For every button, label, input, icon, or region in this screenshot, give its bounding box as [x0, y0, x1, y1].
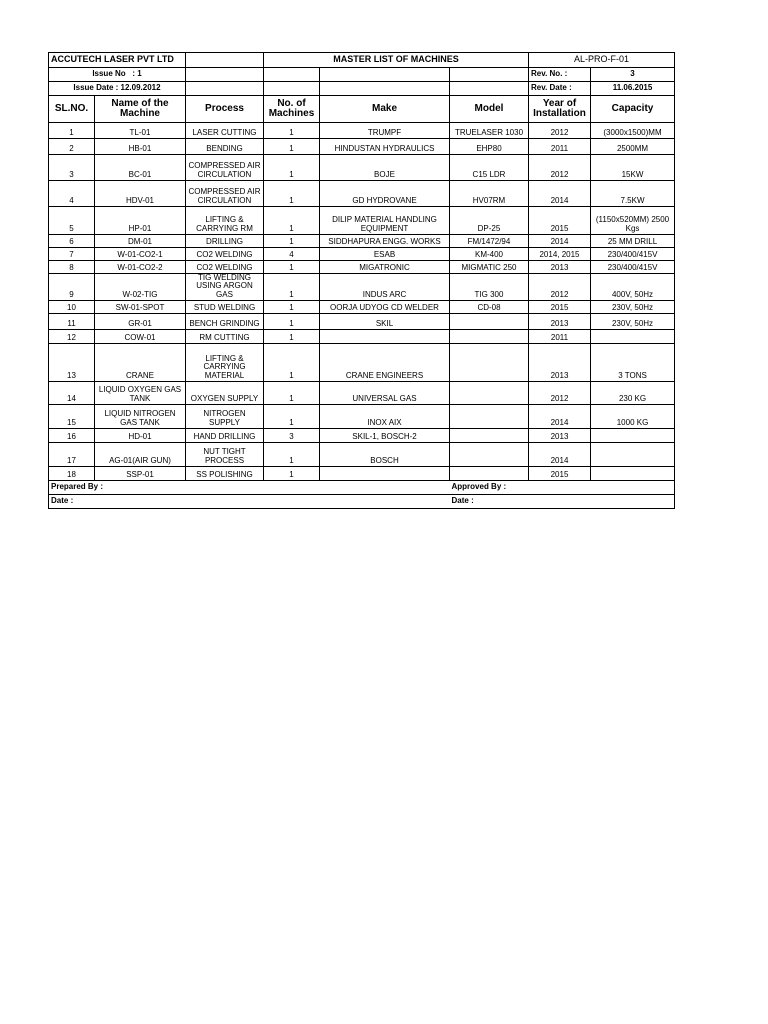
cell-make: ESAB	[320, 248, 450, 261]
cell-machine-name: CRANE	[95, 344, 186, 382]
col-no-of-machines: No. of Machines	[264, 96, 320, 123]
table-row	[49, 235, 675, 248]
col-process: Process	[186, 96, 264, 123]
table-row	[49, 123, 675, 139]
cell-year: 2015	[529, 301, 591, 314]
cell-make: UNIVERSAL GAS	[320, 382, 450, 405]
cell-model: KM-400	[450, 248, 529, 261]
cell-make: SKIL-1, BOSCH-2	[320, 429, 450, 443]
cell-year: 2013	[529, 344, 591, 382]
cell-machine-count: 1	[264, 139, 320, 155]
cell-make	[320, 467, 450, 481]
cell-model: DP-25	[450, 207, 529, 235]
col-sl-no: SL.NO.	[49, 96, 95, 123]
table-row	[49, 274, 675, 301]
cell-machine-count: 1	[264, 314, 320, 330]
cell-year: 2011	[529, 139, 591, 155]
cell-sl-no: 8	[49, 261, 95, 274]
rev-no-label: Rev. No. :	[529, 68, 591, 82]
cell-model: MIGMATIC 250	[450, 261, 529, 274]
cell-capacity: 7.5KW	[591, 181, 675, 207]
rev-date-value: 11.06.2015	[591, 82, 675, 96]
cell-machine-name: COW-01	[95, 330, 186, 344]
cell-machine-count: 1	[264, 274, 320, 301]
cell-process: NITROGEN SUPPLY	[186, 405, 264, 429]
cell-machine-name: AG-01(AIR GUN)	[95, 443, 186, 467]
col-name: Name of the Machine	[95, 96, 186, 123]
cell-sl-no: 11	[49, 314, 95, 330]
cell-make: HINDUSTAN HYDRAULICS	[320, 139, 450, 155]
document-code: AL-PRO-F-01	[529, 53, 675, 68]
cell-sl-no: 5	[49, 207, 95, 235]
cell-machine-count: 1	[264, 443, 320, 467]
issue-no: Issue No : 1	[49, 68, 186, 82]
cell-process: LIFTING & CARRYING MATERIAL	[186, 344, 264, 382]
cell-capacity: 230V, 50Hz	[591, 301, 675, 314]
cell-year: 2014	[529, 235, 591, 248]
cell-capacity	[591, 429, 675, 443]
cell-make: MIGATRONIC	[320, 261, 450, 274]
cell-capacity: 230/400/415V	[591, 248, 675, 261]
cell-process: NUT TIGHT PROCESS	[186, 443, 264, 467]
table-row	[49, 314, 675, 330]
cell-machine-count: 1	[264, 330, 320, 344]
cell-machine-count: 1	[264, 382, 320, 405]
cell-model: TIG 300	[450, 274, 529, 301]
cell-capacity	[591, 467, 675, 481]
cell-machine-name: DM-01	[95, 235, 186, 248]
cell-make: OORJA UDYOG CD WELDER	[320, 301, 450, 314]
cell-sl-no: 3	[49, 155, 95, 181]
cell-process: BENCH GRINDING	[186, 314, 264, 330]
cell-capacity: 25 MM DRILL	[591, 235, 675, 248]
cell-machine-name: HP-01	[95, 207, 186, 235]
issue-date: Issue Date : 12.09.2012	[49, 82, 186, 96]
machine-rows	[49, 123, 675, 481]
cell-year: 2014, 2015	[529, 248, 591, 261]
cell-sl-no: 4	[49, 181, 95, 207]
cell-model	[450, 314, 529, 330]
cell-machine-name: GR-01	[95, 314, 186, 330]
cell-process: HAND DRILLING	[186, 429, 264, 443]
cell-machine-count: 1	[264, 467, 320, 481]
cell-make: BOSCH	[320, 443, 450, 467]
cell-year: 2012	[529, 123, 591, 139]
cell-process: STUD WELDING	[186, 301, 264, 314]
cell-capacity	[591, 443, 675, 467]
cell-capacity: 230/400/415V	[591, 261, 675, 274]
cell-model	[450, 405, 529, 429]
cell-machine-count: 1	[264, 261, 320, 274]
cell-year: 2014	[529, 405, 591, 429]
cell-sl-no: 17	[49, 443, 95, 467]
cell-machine-name: W-01-CO2-2	[95, 261, 186, 274]
table-row	[49, 155, 675, 181]
table-row	[49, 330, 675, 344]
table-row	[49, 429, 675, 443]
cell-year: 2014	[529, 443, 591, 467]
cell-make: BOJE	[320, 155, 450, 181]
cell-model: HV07RM	[450, 181, 529, 207]
table-row	[49, 382, 675, 405]
cell-machine-count: 1	[264, 123, 320, 139]
cell-model	[450, 344, 529, 382]
cell-capacity: 400V, 50Hz	[591, 274, 675, 301]
cell-capacity: (1150x520MM) 2500 Kgs	[591, 207, 675, 235]
cell-machine-name: HD-01	[95, 429, 186, 443]
cell-sl-no: 18	[49, 467, 95, 481]
cell-machine-name: TL-01	[95, 123, 186, 139]
cell-year: 2012	[529, 155, 591, 181]
cell-machine-name: W-01-CO2-1	[95, 248, 186, 261]
cell-machine-name: LIQUID NITROGEN GAS TANK	[95, 405, 186, 429]
table-row	[49, 261, 675, 274]
cell-process: CO2 WELDING	[186, 248, 264, 261]
cell-process: LIFTING & CARRYING RM	[186, 207, 264, 235]
cell-sl-no: 1	[49, 123, 95, 139]
table-row	[49, 405, 675, 429]
cell-make: INOX AIX	[320, 405, 450, 429]
table-row	[49, 301, 675, 314]
company-name: ACCUTECH LASER PVT LTD	[49, 53, 186, 68]
date-left: Date :	[49, 495, 450, 509]
table-row	[49, 344, 675, 382]
cell-year: 2011	[529, 330, 591, 344]
cell-year: 2012	[529, 274, 591, 301]
cell-year: 2014	[529, 181, 591, 207]
cell-make: SIDDHAPURA ENGG. WORKS	[320, 235, 450, 248]
cell-process: TIG WELDING USING ARGON GAS	[186, 274, 264, 301]
cell-model: C15 LDR	[450, 155, 529, 181]
cell-model	[450, 429, 529, 443]
cell-model	[450, 443, 529, 467]
cell-sl-no: 15	[49, 405, 95, 429]
col-year: Year of Installation	[529, 96, 591, 123]
table-row	[49, 207, 675, 235]
table-row	[49, 248, 675, 261]
cell-capacity: (3000x1500)MM	[591, 123, 675, 139]
cell-capacity: 1000 KG	[591, 405, 675, 429]
machine-master-table	[48, 52, 675, 509]
cell-model: CD-08	[450, 301, 529, 314]
cell-make: DILIP MATERIAL HANDLING EQUIPMENT	[320, 207, 450, 235]
cell-sl-no: 2	[49, 139, 95, 155]
cell-sl-no: 14	[49, 382, 95, 405]
cell-process: COMPRESSED AIR CIRCULATION	[186, 181, 264, 207]
cell-make: TRUMPF	[320, 123, 450, 139]
cell-sl-no: 12	[49, 330, 95, 344]
cell-year: 2013	[529, 429, 591, 443]
cell-process: LASER CUTTING	[186, 123, 264, 139]
cell-capacity: 230V, 50Hz	[591, 314, 675, 330]
cell-machine-count: 1	[264, 235, 320, 248]
cell-capacity	[591, 330, 675, 344]
cell-year: 2015	[529, 207, 591, 235]
rev-date-label: Rev. Date :	[529, 82, 591, 96]
cell-machine-name: HB-01	[95, 139, 186, 155]
cell-year: 2015	[529, 467, 591, 481]
cell-sl-no: 9	[49, 274, 95, 301]
approved-by: Approved By :	[450, 481, 675, 495]
cell-process: RM CUTTING	[186, 330, 264, 344]
cell-capacity: 2500MM	[591, 139, 675, 155]
table-row	[49, 139, 675, 155]
cell-process: COMPRESSED AIR CIRCULATION	[186, 155, 264, 181]
cell-make: CRANE ENGINEERS	[320, 344, 450, 382]
cell-machine-count: 1	[264, 405, 320, 429]
cell-sl-no: 6	[49, 235, 95, 248]
cell-model: FM/1472/94	[450, 235, 529, 248]
cell-machine-count: 3	[264, 429, 320, 443]
cell-model: TRUELASER 1030	[450, 123, 529, 139]
table-row	[49, 181, 675, 207]
cell-machine-count: 1	[264, 344, 320, 382]
cell-machine-count: 1	[264, 181, 320, 207]
cell-machine-name: BC-01	[95, 155, 186, 181]
document-title: MASTER LIST OF MACHINES	[264, 53, 529, 68]
column-header-row	[49, 96, 675, 123]
cell-model	[450, 330, 529, 344]
cell-machine-name: LIQUID OXYGEN GAS TANK	[95, 382, 186, 405]
cell-year: 2012	[529, 382, 591, 405]
cell-make: GD HYDROVANE	[320, 181, 450, 207]
cell-sl-no: 10	[49, 301, 95, 314]
table-row	[49, 467, 675, 481]
cell-machine-count: 1	[264, 155, 320, 181]
cell-process: SS POLISHING	[186, 467, 264, 481]
cell-year: 2013	[529, 261, 591, 274]
prepared-by: Prepared By :	[49, 481, 450, 495]
cell-machine-name: HDV-01	[95, 181, 186, 207]
cell-machine-name: SW-01-SPOT	[95, 301, 186, 314]
cell-sl-no: 7	[49, 248, 95, 261]
cell-machine-count: 4	[264, 248, 320, 261]
cell-make	[320, 330, 450, 344]
cell-process: BENDING	[186, 139, 264, 155]
col-make: Make	[320, 96, 450, 123]
date-right: Date :	[450, 495, 675, 509]
cell-model: EHP80	[450, 139, 529, 155]
cell-sl-no: 13	[49, 344, 95, 382]
cell-process: CO2 WELDING	[186, 261, 264, 274]
cell-machine-name: W-02-TIG	[95, 274, 186, 301]
cell-process: DRILLING	[186, 235, 264, 248]
rev-no-value: 3	[591, 68, 675, 82]
col-capacity: Capacity	[591, 96, 675, 123]
cell-make: SKIL	[320, 314, 450, 330]
cell-capacity: 230 KG	[591, 382, 675, 405]
cell-machine-count: 1	[264, 301, 320, 314]
cell-machine-count: 1	[264, 207, 320, 235]
cell-make: INDUS ARC	[320, 274, 450, 301]
cell-process: OXYGEN SUPPLY	[186, 382, 264, 405]
cell-model	[450, 382, 529, 405]
col-model: Model	[450, 96, 529, 123]
cell-machine-name: SSP-01	[95, 467, 186, 481]
cell-year: 2013	[529, 314, 591, 330]
table-row	[49, 443, 675, 467]
cell-capacity: 3 TONS	[591, 344, 675, 382]
cell-model	[450, 467, 529, 481]
cell-capacity: 15KW	[591, 155, 675, 181]
cell-sl-no: 16	[49, 429, 95, 443]
